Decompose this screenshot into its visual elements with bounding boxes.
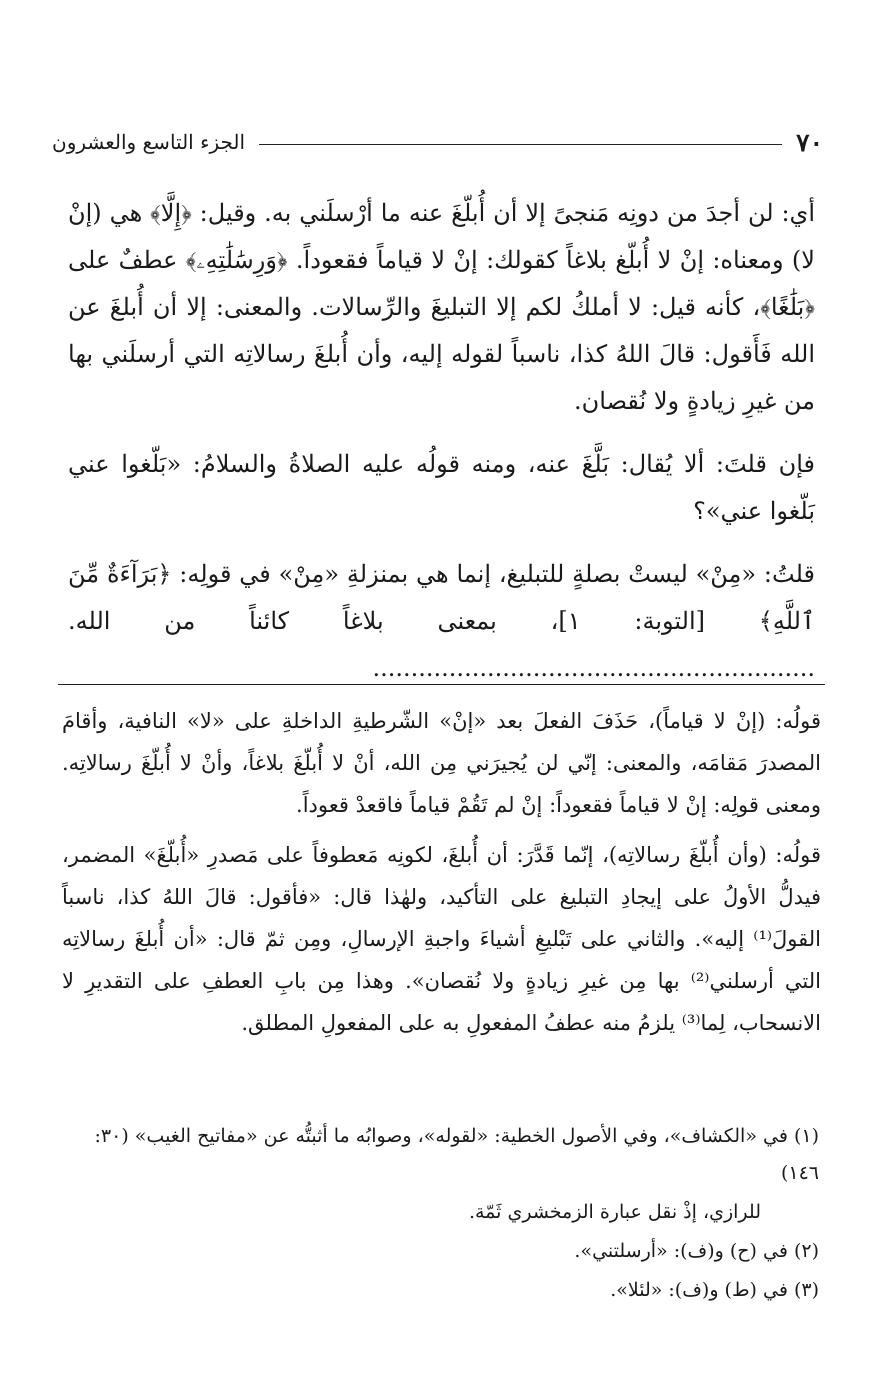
footnote-continuation: للرازي، إذْ نقل عبارة الزمخشري ثَمّة. — [468, 1201, 761, 1223]
page-number: ٧٠ — [796, 127, 823, 157]
page-header — [52, 118, 823, 166]
footnotes — [64, 1118, 819, 1311]
commentary — [62, 700, 821, 1052]
footnote: (٣) في (ط) و(ف): «لئلا». — [610, 1279, 819, 1301]
commentary-paragraph: قولُه: (إنْ لا قياماً)، حَذَفَ الفعلَ بعد «إنْ» الشّرطيةِ الداخلةِ على «لا» النافية، وأقامَ المصدرَ مَقامَه، والمعنى: إنّي لن يُجيرَني مِن الله، أنْ لا أُبلّغَ بلاغاً، وأنْ لا أُبلّغَ رسالاتِه. ومعنى قولِه: إنْ لا قياماً فقعوداً: إنْ لم تَقُمْ قياماً فاقعدْ قعوداً. — [62, 709, 821, 817]
main-text — [68, 190, 815, 708]
header-rule — [259, 144, 782, 145]
commentary-separator — [58, 684, 825, 685]
footnote: (٢) في (ح) و(ف): «أرسلتني». — [574, 1240, 819, 1262]
main-paragraph: قلتُ: «مِنْ» ليستْ بصلةٍ للتبليغ، إنما هي بمنزلةِ «مِنْ» في قولِه: ﴿بَرَآءَةٌ مِّنَ ٱللَّهِ﴾ [التوبة: ١]، بمعنى بلاغاً كائناً من الله. ..... — [68, 551, 815, 692]
main-paragraph: فإن قلتَ: ألا يُقال: بَلَّغَ عنه، ومنه قولُه عليه الصلاةُ والسلامُ: «بَلّغوا عني بَلّغوا عني»؟ — [68, 450, 815, 525]
commentary-paragraph: قولُه: (وأن أُبلّغَ رسالاتِه)، إنّما قَدَّرَ: أن أُبلغَ، لكونِه مَعطوفاً على مَصدرِ «أُبلّغَ» المضمر، فيدلُّ الأولُ على إيجادِ التبليغ على التأكيد، ولهٰذا قال: «فأقول: قالَ اللهُ كذا، ناسباً القولَ⁽¹⁾ إليه». والثاني على تَبْليغِ أشياءَ واجبةِ الإرسالِ، ومِن ثمّ قال: «أن أُبلغَ رسالاتِه التي أرسلني⁽²⁾ بها مِن غيرِ زيادةٍ ولا نُقصان». وهذا مِن بابِ العطفِ على التقديرِ لا الانسحاب، لِما⁽³⁾ يلزمُ منه عطفُ المفعولِ به على المفعولِ المطلق. — [62, 843, 821, 1035]
footnote: (١) في «الكشاف»، وفي الأصول الخطية: «لقوله»، وصوابُه ما أثبتُّه عن «مفاتيح الغيب» (٣٠: ١٤٦) — [94, 1125, 819, 1184]
main-paragraph: أي: لن أجدَ من دونِه مَنجىً إلا أن أُبلّغَ عنه ما أرْسلَني به. وقيل: ﴿إِلَّا﴾ هي (إنْ لا) ومعناه: إنْ لا أُبلّغ بلاغاً كقولك: إنْ لا قياماً فقعوداً. ﴿وَرِسَٰلَٰتِهِۦ﴾ عطفٌ على ﴿بَلَٰغًا﴾، كأنه قيل: لا أملكُ لكم إلا التبليغَ والرِّسالات. والمعنى: إلا أن أُبلغَ عن الله فَأَقول: قالَ اللهُ كذا، ناسباً لقوله إليه، وأن أُبلغَ رسالاتِه التي أرسلَني بها من غيرِ زيادةٍ ولا نُقصان. — [68, 199, 815, 415]
running-title: الجزء التاسع والعشرون — [52, 130, 246, 154]
